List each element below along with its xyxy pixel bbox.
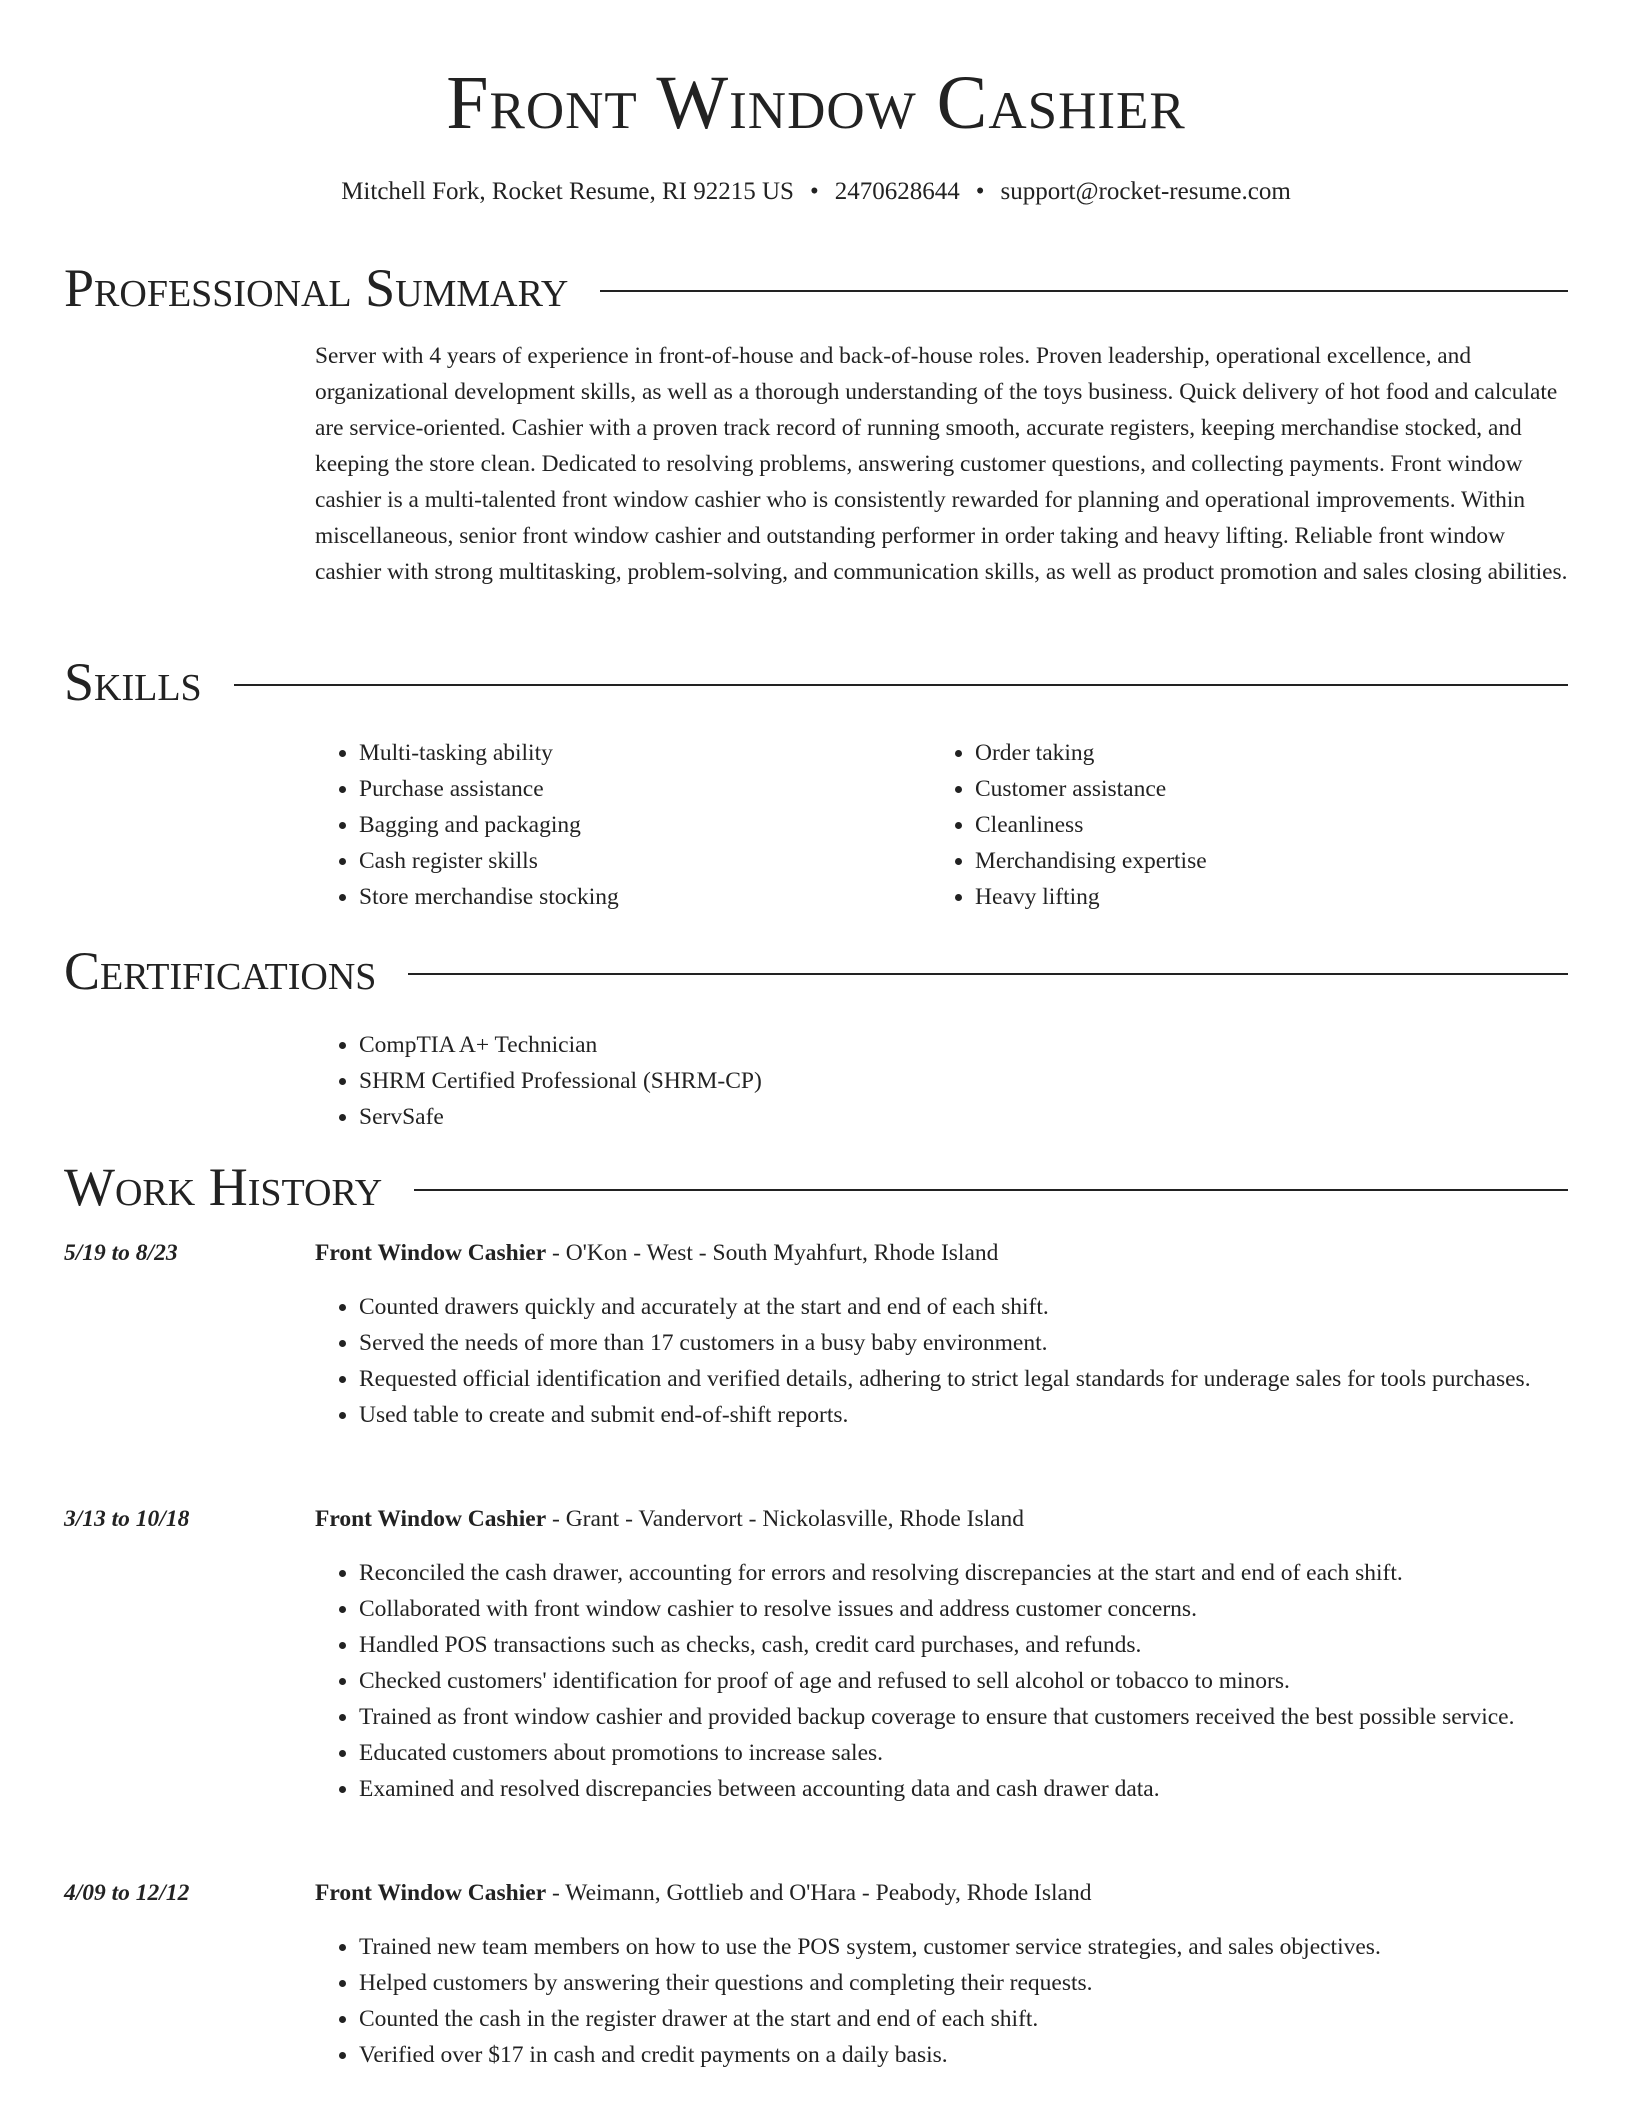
job-duties-list <box>315 1929 1568 2073</box>
summary-paragraph: Server with 4 years of experience in front-of-house and back-of-house roles. Proven leadership, operational excellence, and organizational development skills, as well as a thorough understanding of the toys business. Quick delivery of hot food and calculate are service-oriented. Cashier with a proven track record of running smooth, accurate registers, keeping merchandise stocked, and keeping the store clean. Dedicated to resolving problems, answering customer questions, and collecting payments. Front window cashier is a multi-talented front window cashier who is consistently rewarded for planning and operational improvements. Within miscellaneous, senior front window cashier and outstanding performer in order taking and heavy lifting. Reliable front window cashier with strong multitasking, problem-solving, and communication skills, as well as product promotion and sales closing abilities. <box>315 343 1568 585</box>
contact-phone: 2470628644 <box>834 178 960 205</box>
job-duty: • Used table to create and submit end-of-shift reports. <box>359 1397 1568 1433</box>
certifications-block <box>315 1027 1215 1135</box>
skill-item: • Purchase assistance <box>359 771 875 807</box>
section-divider <box>600 290 1568 292</box>
job-employer: - Weimann, Gottlieb and O'Hara - Peabody, Rhode Island <box>546 1880 1092 1906</box>
skill-item: • Customer assistance <box>975 771 1491 807</box>
job-duty: • Verified over $17 in cash and credit payments on a daily basis. <box>359 2037 1568 2073</box>
job-dates: 4/09 to 12/12 <box>64 1880 190 1906</box>
certification-item: • ServSafe <box>359 1099 1215 1135</box>
job-heading <box>315 1875 1568 1911</box>
section-title: Professional Summary <box>64 258 569 318</box>
job-role: Front Window Cashier <box>315 1240 547 1266</box>
section-divider <box>414 1189 1568 1191</box>
section-heading-summary <box>64 256 1568 320</box>
contact-email: support@rocket-resume.com <box>1000 178 1291 205</box>
section-divider <box>234 684 1568 686</box>
job-duty: • Served the needs of more than 17 customers in a busy baby environment. <box>359 1325 1568 1361</box>
section-heading-certifications <box>64 939 1568 1003</box>
section-divider <box>408 973 1568 975</box>
certification-item: • SHRM Certified Professional (SHRM-CP) <box>359 1063 1215 1099</box>
job-duty: • Collaborated with front window cashier to resolve issues and address customer concerns. <box>359 1591 1568 1627</box>
job-duty: • Checked customers' identification for proof of age and refused to sell alcohol or tobacco to minors. <box>359 1663 1568 1699</box>
job-duty: • Helped customers by answering their questions and completing their requests. <box>359 1965 1568 2001</box>
skills-list-right <box>931 735 1491 915</box>
skill-item: • Merchandising expertise <box>975 843 1491 879</box>
job-duty: • Counted drawers quickly and accurately at the start and end of each shift. <box>359 1289 1568 1325</box>
certifications-list <box>315 1027 1215 1135</box>
contact-separator: • <box>975 178 985 205</box>
job-duty: • Educated customers about promotions to increase sales. <box>359 1735 1568 1771</box>
contact-line <box>0 174 1632 210</box>
section-title: Skills <box>64 652 202 712</box>
contact-separator: • <box>809 178 819 205</box>
skills-column-left <box>315 735 875 915</box>
skills-list-left <box>315 735 875 915</box>
job-duty: • Trained as front window cashier and provided backup coverage to ensure that customers received the best possible service. <box>359 1699 1568 1735</box>
job-duties-list <box>315 1289 1568 1433</box>
job-duty: • Handled POS transactions such as checks, cash, credit card purchases, and refunds. <box>359 1627 1568 1663</box>
job-duty: • Examined and resolved discrepancies between accounting data and cash drawer data. <box>359 1771 1568 1807</box>
job-heading <box>315 1501 1568 1537</box>
section-title: Work History <box>64 1157 383 1217</box>
job-dates: 3/13 to 10/18 <box>64 1506 190 1532</box>
job-heading <box>315 1235 1568 1271</box>
job-role: Front Window Cashier <box>315 1506 547 1532</box>
job-duties <box>315 1929 1568 2073</box>
job-duties <box>315 1555 1568 1807</box>
skill-item: • Cash register skills <box>359 843 875 879</box>
skill-item: • Multi-tasking ability <box>359 735 875 771</box>
contact-address: Mitchell Fork, Rocket Resume, RI 92215 US <box>341 178 794 205</box>
job-duty: • Requested official identification and verified details, adhering to strict legal standards for underage sales for tools purchases. <box>359 1361 1568 1397</box>
section-heading-skills <box>64 650 1568 714</box>
job-duty: • Trained new team members on how to use the POS system, customer service strategies, and sales objectives. <box>359 1929 1568 1965</box>
skill-item: • Order taking <box>975 735 1491 771</box>
job-dates: 5/19 to 8/23 <box>64 1240 178 1266</box>
section-title: Certifications <box>64 941 377 1001</box>
job-employer: - Grant - Vandervort - Nickolasville, Rhode Island <box>546 1506 1025 1532</box>
skills-column-right <box>931 735 1491 915</box>
job-role: Front Window Cashier <box>315 1880 547 1906</box>
job-employer: - O'Kon - West - South Myahfurt, Rhode Island <box>546 1240 999 1266</box>
skill-item: • Cleanliness <box>975 807 1491 843</box>
certification-item: • CompTIA A+ Technician <box>359 1027 1215 1063</box>
job-duties-list <box>315 1555 1568 1807</box>
job-duty: • Counted the cash in the register drawer at the start and end of each shift. <box>359 2001 1568 2037</box>
job-duty: • Reconciled the cash drawer, accounting for errors and resolving discrepancies at the start and end of each shift. <box>359 1555 1568 1591</box>
skill-item: • Store merchandise stocking <box>359 879 875 915</box>
job-duties <box>315 1289 1568 1433</box>
skill-item: • Bagging and packaging <box>359 807 875 843</box>
section-heading-work-history <box>64 1155 1568 1219</box>
resume-title: Front Window Cashier <box>446 61 1186 145</box>
skill-item: • Heavy lifting <box>975 879 1491 915</box>
